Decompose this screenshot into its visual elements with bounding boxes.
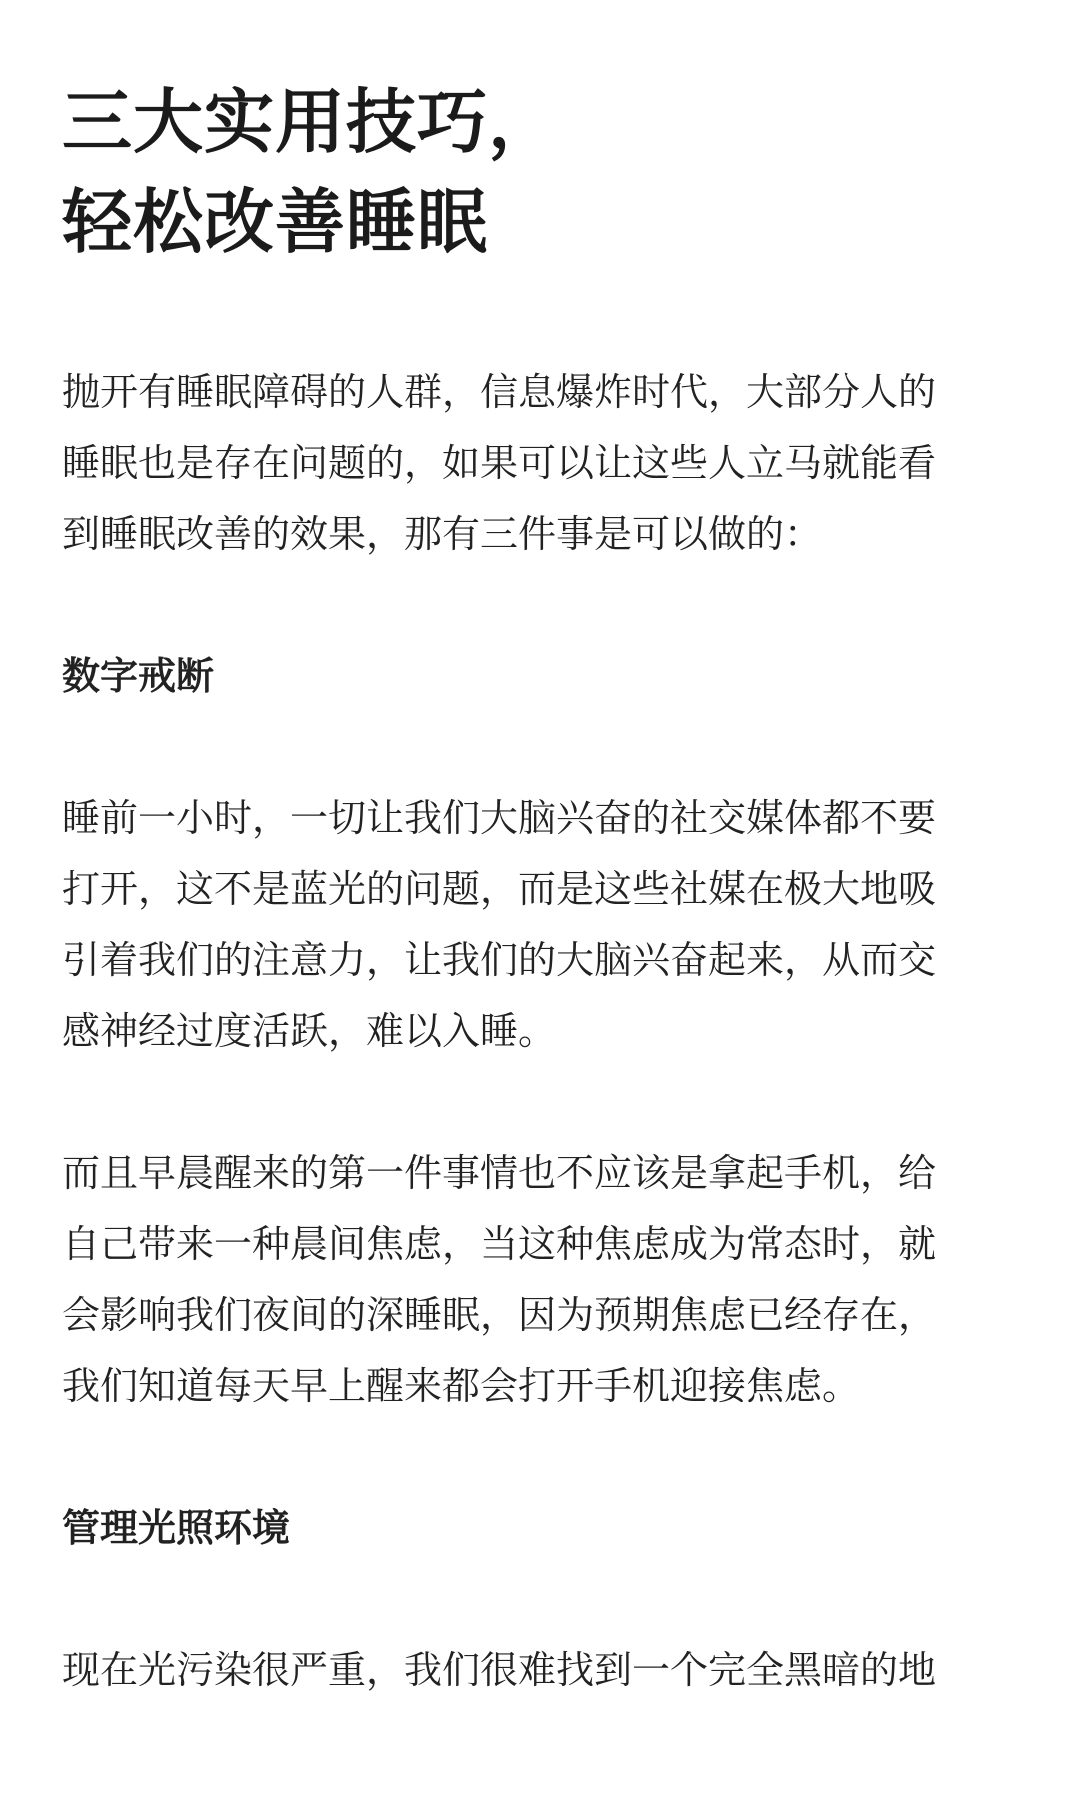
paragraph-line: 到睡眠改善的效果，那有三件事是可以做的： [62,512,823,556]
paragraph-line: 而且早晨醒来的第一件事情也不应该是拿起手机，给 [62,1151,937,1195]
paragraph-line: 现在光污染很严重，我们很难找到一个完全黑暗的地 [62,1648,937,1692]
paragraph-line: 自己带来一种晨间焦虑，当这种焦虑成为常态时，就 [62,1222,937,1266]
paragraph-line: 感神经过度活跃，难以入睡。 [62,1009,557,1053]
section-heading-digital-detox: 数字戒断 [62,654,215,698]
title-line: 轻松改善睡眠 [62,180,488,263]
paragraph-line: 我们知道每天早上醒来都会打开手机迎接焦虑。 [62,1364,861,1408]
paragraph-line: 会影响我们夜间的深睡眠，因为预期焦虑已经存在， [62,1293,937,1337]
section2-paragraph-1 [62,1635,1022,1706]
article-title [62,72,1022,272]
paragraph-line: 睡前一小时，一切让我们大脑兴奋的社交媒体都不要 [62,796,937,840]
paragraph-line: 抛开有睡眠障碍的人群，信息爆炸时代，大部分人的 [62,370,937,414]
intro-paragraph [62,357,1022,570]
section1-paragraph-1 [62,783,1022,1067]
paragraph-line: 睡眠也是存在问题的，如果可以让这些人立马就能看 [62,441,937,485]
paragraph-line: 引着我们的注意力，让我们的大脑兴奋起来，从而交 [62,938,937,982]
article [62,72,1022,1777]
section-heading-light-environment: 管理光照环境 [62,1506,291,1550]
title-line: 三大实用技巧， [62,80,559,163]
paragraph-line: 打开，这不是蓝光的问题，而是这些社媒在极大地吸 [62,867,937,911]
section1-paragraph-2 [62,1138,1022,1422]
